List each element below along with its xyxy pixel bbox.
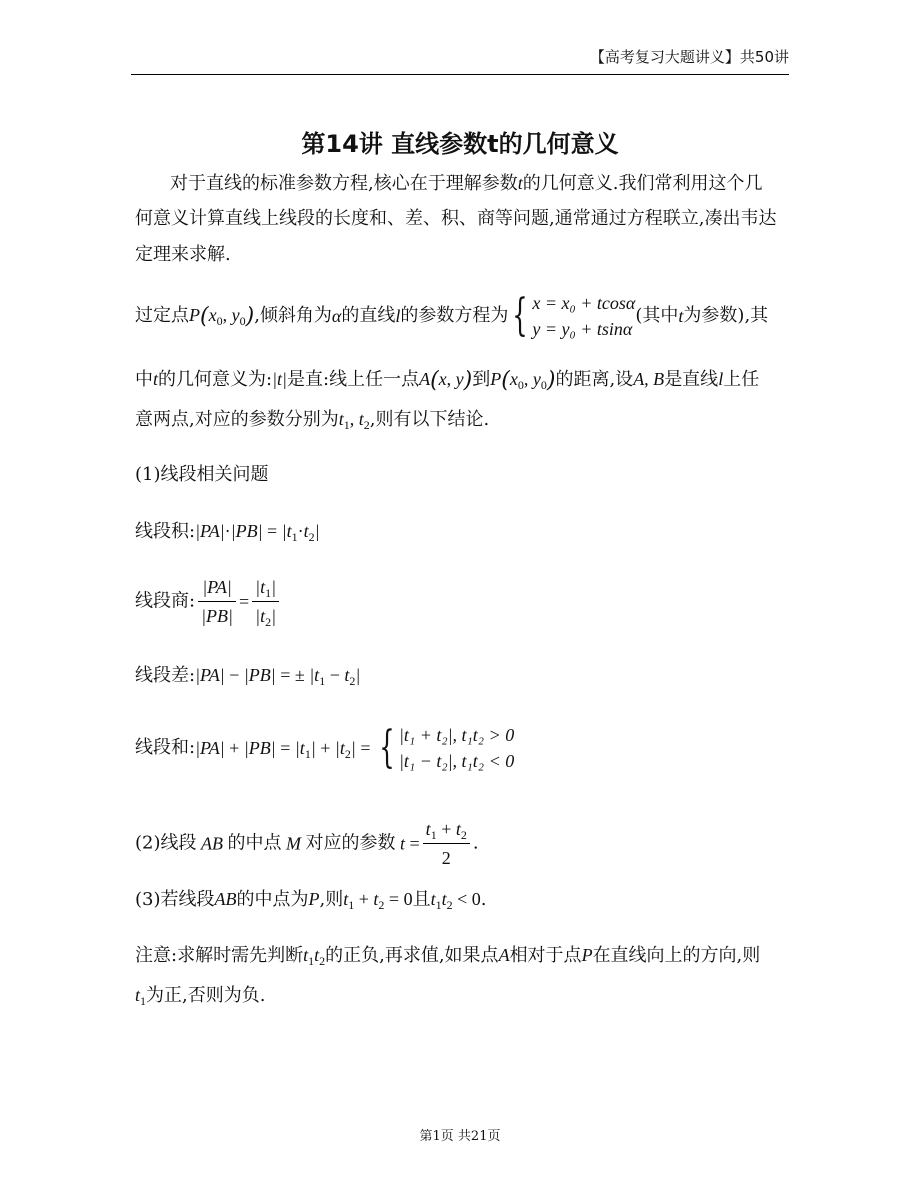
fraction-pa-pb: $\frac{|PA|}{|PB|}$ [198, 574, 236, 629]
fraction-t1-t2: $\frac{|t_1|}{|t_2|}$ [252, 574, 279, 629]
intro-line-3: 定理来求解. [135, 244, 231, 265]
point-p: $P(x_0$, $y_0$) [189, 304, 255, 329]
header-rule [131, 74, 789, 75]
definition-line-3: 意两点,对应的参数分别为$t_1$, $t_2$,则有以下结论. [135, 409, 490, 432]
definition-line-1: 过定点$P(x_0$, $y_0$),倾斜角为α的直线l的参数方程为{ x = x₀ + tcosα y = y₀ + tsinα (其中t为参数),其 [135, 290, 769, 341]
midpoint-parameter: (2)线段 AB 的中点 M 对应的参数 t = $\frac{t_1 + t_2}{2}$ . [135, 816, 479, 871]
left-brace: { [512, 290, 529, 341]
page-footer: 第1页 共21页 [419, 1129, 501, 1144]
note-line-2: $t_1$为正,否则为负. [135, 985, 266, 1008]
sum-cases: |t₁ + t₂|, t₁t₂ > 0 |t₁ − t₂|, t₁t₂ < 0 [398, 725, 515, 771]
segment-sum: 线段和:|PA| + $|PB| = |t_1| + |t_2|$ = { |t₁ + t₂|, t₁t₂ > 0 |t₁ − t₂|, t₁t₂ < 0 [135, 722, 515, 773]
intro-line-1: 对于直线的标准参数方程,核心在于理解参数t的几何意义.我们常利用这个几 [170, 173, 763, 194]
left-brace: { [379, 722, 395, 773]
section-heading: (1)线段相关问题 [135, 464, 269, 485]
intro-line-2: 何意义计算直线上线段的长度和、差、积、商等问题,通常通过方程联立,凑出韦达 [135, 208, 777, 229]
segment-quotient: 线段商: $\frac{|PA|}{|PB|}$ = $\frac{|t_1|}{|t_2|}$ [135, 574, 282, 629]
page-header: 【高考复习大题讲义】共50讲 [589, 48, 789, 66]
page-title: 第14讲 直线参数t的几何意义 [301, 130, 619, 158]
segment-difference: 线段差:|PA| − |PB| = ± $|t_1 - t_2|$ [135, 665, 361, 688]
definition-line-2: 中t的几何意义为:|t|是直:线上任一点A(x, y)到$P(x_0$, $y_0$)的距离,设A, B是直线l上任 [135, 368, 760, 393]
midpoint-condition: (3)若线段AB的中点为P,则$t_1 + t_2 = 0$且$t_1t_2 < 0$. [135, 889, 487, 912]
note-line-1: 注意:求解时需先判断$t_1t_2$的正负,再求值,如果点A相对于点P在直线向上的方向,则 [135, 945, 761, 968]
segment-product: 线段积:|PA|·|PB| = $|t_1\cdot t_2|$ [135, 521, 320, 544]
fraction-midpoint: $\frac{t_1 + t_2}{2}$ [423, 816, 470, 871]
parametric-equations: x = x₀ + tcosα y = y₀ + tsinα [532, 293, 636, 339]
